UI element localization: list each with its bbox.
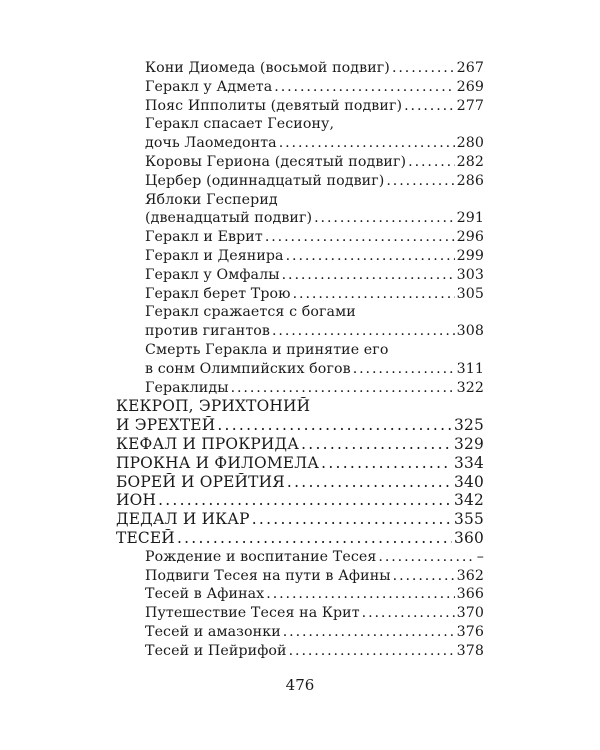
dot-leader <box>293 285 455 304</box>
toc-section-entry <box>116 529 484 548</box>
toc-entry-line <box>145 115 484 134</box>
toc-page-number: 282 <box>456 153 484 170</box>
toc-page-number: 340 <box>454 472 484 491</box>
toc-entry-line <box>116 473 484 492</box>
toc-entry-title: Рождение и воспитание Тесея <box>145 548 377 565</box>
toc-section-entry <box>116 491 484 510</box>
toc-subentry <box>116 59 484 78</box>
dot-leader <box>252 510 452 529</box>
toc-entry-line <box>145 59 484 78</box>
dot-leader <box>286 247 455 266</box>
table-of-contents <box>116 59 484 661</box>
toc-entry-title: Кони Диомеда (восьмой подвиг) <box>145 60 390 76</box>
toc-entry-line <box>145 97 484 116</box>
toc-subentry <box>116 285 484 304</box>
toc-page-number: 360 <box>454 528 484 547</box>
dot-leader <box>272 322 455 341</box>
toc-page-number: 370 <box>456 605 484 622</box>
toc-page-number: 362 <box>456 567 484 584</box>
toc-entry-line <box>116 510 484 529</box>
toc-subentry <box>116 379 484 398</box>
toc-entry-title: Тесей и амазонки <box>145 623 281 640</box>
toc-page-number: 277 <box>456 97 484 114</box>
toc-entry-title: ПРОКНА И ФИЛОМЕЛА <box>116 453 320 472</box>
toc-entry-title: Геракл спасает Гесиону, <box>145 116 335 133</box>
toc-section-entry <box>116 397 484 435</box>
dot-leader <box>392 59 455 78</box>
toc-page-number: 376 <box>456 623 484 640</box>
toc-subentry <box>116 623 484 642</box>
toc-page-number: 342 <box>454 491 484 510</box>
toc-entry-title: Пояс Ипполиты (девятый подвиг) <box>145 97 403 114</box>
toc-entry-title: Коровы Гериона (десятый подвиг) <box>145 153 407 170</box>
dot-leader <box>217 416 452 435</box>
toc-entry-title: ДЕДАЛ И ИКАР <box>116 510 250 529</box>
toc-entry-title: И ЭРЕХТЕЙ <box>116 416 216 435</box>
toc-page-number: 322 <box>456 379 484 396</box>
toc-entry-line <box>145 247 484 266</box>
toc-entry-title: Цербер (одиннадцатый подвиг) <box>145 172 385 189</box>
toc-subentry <box>116 303 484 341</box>
toc-entry-line <box>145 134 484 153</box>
toc-subentry <box>116 642 484 661</box>
toc-subentry <box>116 585 484 604</box>
toc-subentry <box>116 266 484 285</box>
toc-entry-line <box>145 303 484 322</box>
dot-leader <box>282 266 455 285</box>
page-number: 476 <box>285 676 315 694</box>
toc-entry-line <box>116 397 484 416</box>
toc-entry-line <box>145 172 484 191</box>
toc-subentry <box>116 548 484 567</box>
dot-leader <box>265 228 455 247</box>
toc-entry-line <box>145 642 484 661</box>
toc-entry-line <box>116 454 484 473</box>
toc-page-number: 305 <box>456 285 484 302</box>
toc-entry-title: КЕФАЛ И ПРОКРИДА <box>116 434 300 453</box>
toc-section-entry <box>116 454 484 473</box>
toc-entry-title: Геракл у Омфалы <box>145 266 280 283</box>
toc-entry-title: (двенадцатый подвиг) <box>145 210 313 227</box>
toc-page-number: 311 <box>456 360 484 377</box>
toc-subentry <box>116 604 484 623</box>
dot-leader <box>279 134 455 153</box>
dot-leader <box>266 585 454 604</box>
dot-leader <box>177 529 452 548</box>
toc-section-entry <box>116 473 484 492</box>
dot-leader <box>408 153 454 172</box>
dot-leader <box>353 360 455 379</box>
toc-subentry <box>116 115 484 153</box>
toc-entry-title: Геракл у Адмета <box>145 78 273 95</box>
dot-leader <box>158 491 452 510</box>
toc-entry-line <box>145 322 484 341</box>
toc-entry-title: КЕКРОП, ЭРИХТОНИЙ <box>116 397 311 416</box>
dot-leader <box>231 379 455 398</box>
toc-entry-line <box>145 266 484 285</box>
toc-entry-line <box>145 360 484 379</box>
toc-page-number: 286 <box>456 172 484 189</box>
toc-entry-title: Геракл сражается с богами <box>145 304 356 321</box>
dot-leader <box>362 604 455 623</box>
dot-leader <box>274 78 454 97</box>
toc-entry-line <box>145 379 484 398</box>
toc-entry-line <box>145 548 484 567</box>
toc-entry-title: Подвиги Тесея на пути в Афины <box>145 567 391 584</box>
toc-entry-line <box>145 285 484 304</box>
toc-entry-title: Тесей в Афинах <box>145 586 265 603</box>
toc-page-number: 329 <box>454 434 484 453</box>
dot-leader <box>301 435 452 454</box>
toc-entry-title: в сонм Олимпийских богов <box>145 360 351 377</box>
toc-subentry <box>116 228 484 247</box>
toc-entry-line <box>145 585 484 604</box>
toc-entry-title: БОРЕЙ И ОРЕЙТИЯ <box>116 472 285 491</box>
toc-entry-line <box>145 191 484 210</box>
toc-page-number: 308 <box>456 323 484 340</box>
toc-subentry <box>116 567 484 586</box>
toc-subentry <box>116 78 484 97</box>
dot-leader <box>404 97 454 116</box>
toc-entry-title: ИОН <box>116 491 157 510</box>
toc-page-number: 303 <box>456 266 484 283</box>
toc-entry-line <box>145 623 484 642</box>
toc-entry-line <box>145 567 484 586</box>
toc-entry-title: Тесей и Пейрифой <box>145 642 287 659</box>
toc-entry-title: Гераклиды <box>145 379 229 396</box>
toc-page-number: 269 <box>456 78 484 95</box>
toc-subentry <box>116 153 484 172</box>
toc-entry-line <box>145 228 484 247</box>
toc-subentry <box>116 341 484 379</box>
toc-subentry <box>116 172 484 191</box>
toc-subentry <box>116 247 484 266</box>
toc-entry-line <box>116 435 484 454</box>
toc-page-number: 325 <box>454 416 484 435</box>
dot-leader <box>287 473 452 492</box>
toc-entry-line <box>145 604 484 623</box>
toc-entry-title: Геракл берет Трою <box>145 285 291 302</box>
toc-entry-line <box>116 491 484 510</box>
dot-leader <box>314 209 454 228</box>
dot-leader <box>386 172 454 191</box>
toc-page-number: 280 <box>456 135 484 152</box>
toc-page-number: 267 <box>456 60 484 76</box>
toc-entry-title: Смерть Геракла и принятие его <box>145 341 389 358</box>
toc-page-number: 366 <box>456 586 484 603</box>
toc-entry-line <box>145 209 484 228</box>
toc-section-entry <box>116 510 484 529</box>
toc-page-number: 355 <box>454 510 484 529</box>
toc-section-entry <box>116 435 484 454</box>
toc-entry-title: дочь Лаомедонта <box>145 135 277 152</box>
toc-entry-title: против гигантов <box>145 323 270 340</box>
toc-entry-line <box>145 78 484 97</box>
toc-page-number: 299 <box>456 247 484 264</box>
dot-leader <box>283 623 455 642</box>
toc-page-number: – <box>476 548 484 565</box>
toc-entry-line <box>116 529 484 548</box>
dot-leader <box>289 642 455 661</box>
dot-leader <box>321 454 452 473</box>
toc-page-number: 291 <box>456 210 484 227</box>
toc-subentry <box>116 97 484 116</box>
toc-subentry <box>116 191 484 229</box>
toc-entry-title: Геракл и Деянира <box>145 247 284 264</box>
toc-entry-title: ТЕСЕЙ <box>116 528 175 547</box>
toc-entry-title: Путешествие Тесея на Крит <box>145 605 360 622</box>
dot-leader <box>393 567 455 586</box>
toc-entry-title: Геракл и Еврит <box>145 229 263 246</box>
toc-entry-line <box>145 341 484 360</box>
dot-leader <box>378 548 474 567</box>
toc-page-number: 334 <box>454 453 484 472</box>
toc-page-number: 378 <box>456 642 484 659</box>
toc-entry-title: Яблоки Гесперид <box>145 191 278 208</box>
toc-page-number: 296 <box>456 229 484 246</box>
toc-entry-line <box>145 153 484 172</box>
toc-entry-line <box>116 416 484 435</box>
